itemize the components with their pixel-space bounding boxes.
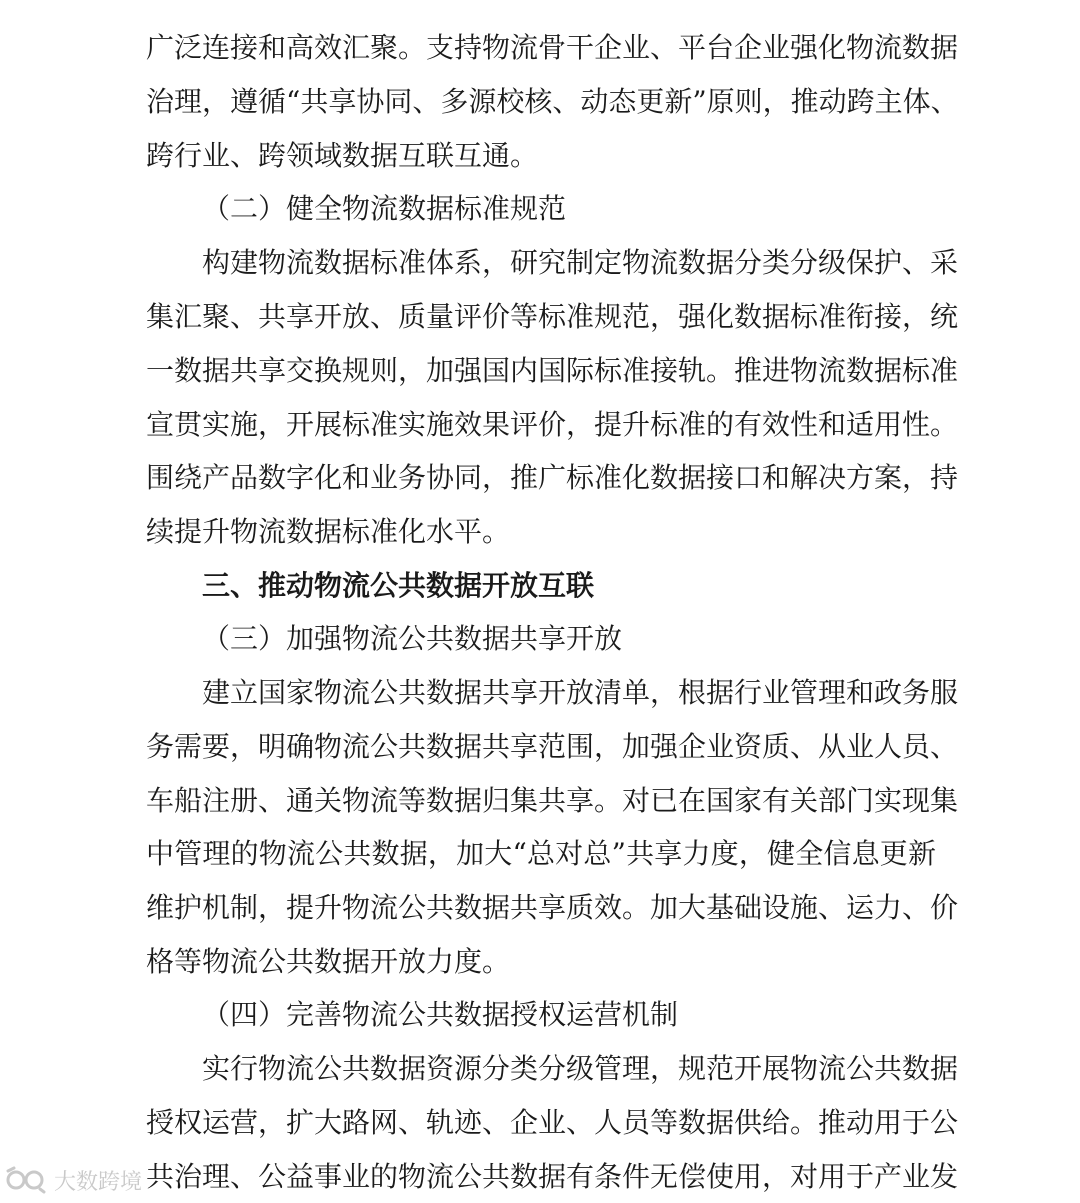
paragraph-line: 建立国家物流公共数据共享开放清单，根据行业管理和政务服 [202,676,959,709]
paragraph-line: 授权运营，扩大路网、轨迹、企业、人员等数据供给。推动用于公 [146,1106,959,1139]
paragraph-line: 治理，遵循“共享协同、多源校核、动态更新”原则，推动跨主体、 [146,85,959,118]
paragraph-line: 维护机制，提升物流公共数据共享质效。加大基础设施、运力、价 [146,891,959,924]
watermark [4,1162,142,1198]
paragraph-line: 车船注册、通关物流等数据归集共享。对已在国家有关部门实现集 [146,784,959,817]
paragraph-line: 共治理、公益事业的物流公共数据有条件无偿使用，对用于产业发 [146,1160,959,1193]
paragraph-line: 构建物流数据标准体系，研究制定物流数据分类分级保护、采 [202,246,959,279]
paragraph-line: 跨行业、跨领域数据互联互通。 [146,139,539,172]
paragraph-line: 实行物流公共数据资源分类分级管理，规范开展物流公共数据 [202,1052,959,1085]
paragraph-line: 集汇聚、共享开放、质量评价等标准规范，强化数据标准衔接，统 [146,300,959,333]
section-subheading: （二）健全物流数据标准规范 [202,192,567,225]
paragraph-line: 一数据共享交换规则，加强国内国际标准接轨。推进物流数据标准 [146,354,959,387]
watermark-text: 大数跨境 [54,1169,143,1195]
section-heading: 三、推动物流公共数据开放互联 [202,569,595,602]
paragraph-line: 格等物流公共数据开放力度。 [146,945,511,978]
brand-logo-icon [4,1165,48,1195]
section-subheading: （四）完善物流公共数据授权运营机制 [202,998,679,1031]
paragraph-line: 续提升物流数据标准化水平。 [146,515,511,548]
paragraph-line: 宣贯实施，开展标准实施效果评价，提升标准的有效性和适用性。 [146,408,959,441]
paragraph-line: 广泛连接和高效汇聚。支持物流骨干企业、平台企业强化物流数据 [146,31,959,64]
section-subheading: （三）加强物流公共数据共享开放 [202,622,623,655]
paragraph-line: 中管理的物流公共数据，加大“总对总”共享力度，健全信息更新 [146,837,936,870]
paragraph-line: 务需要，明确物流公共数据共享范围，加强企业资质、从业人员、 [146,730,959,763]
paragraph-line: 围绕产品数字化和业务协同，推广标准化数据接口和解决方案，持 [146,461,959,494]
